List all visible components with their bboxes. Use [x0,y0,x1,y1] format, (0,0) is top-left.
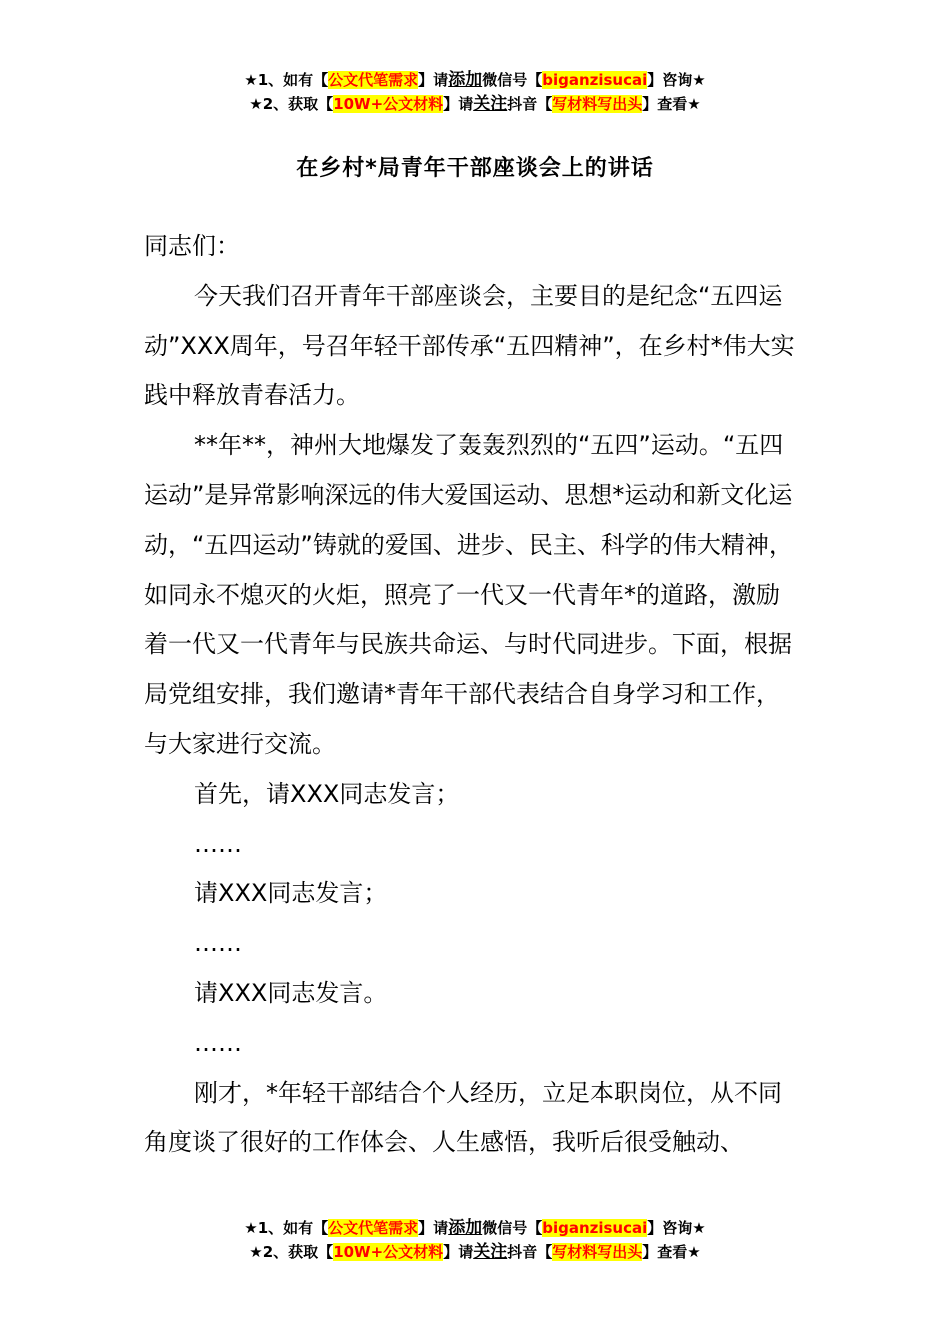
promo-text: 】咨询★ [647,1219,706,1237]
promo-text: 抖音【 [507,1243,553,1261]
promo-text: 抖音【 [507,95,553,113]
promo-underline: 添加 [448,70,483,90]
promo-text: ★1、如有【 [244,1219,329,1237]
body-paragraph: 今天我们召开青年干部座谈会，主要目的是纪念“五四运动”XXX周年，号召年轻干部传承“五四精神”，在乡村*伟大实践中释放青春活力。 [144,281,795,410]
promo-highlight-wechat: biganzisucai [542,1219,648,1237]
body-paragraph: 刚才，*年轻干部结合个人经历，立足本职岗位，从不同角度谈了很好的工作体会、人生感悟，我听后很受触动、 [144,1078,782,1157]
ellipsis-line: …… [194,929,242,958]
promo-text: 】请 [443,95,474,113]
promo-highlight: 10W+公文材料 [333,1243,444,1261]
promo-text: 】查看★ [642,95,701,113]
body-paragraph: 请XXX同志发言； [194,879,388,908]
document-title: 在乡村*局青年干部座谈会上的讲话 [296,156,654,181]
promo-highlight: 10W+公文材料 [333,95,444,113]
promo-text: 】咨询★ [647,71,706,89]
promo-highlight-wechat: biganzisucai [542,71,648,89]
promo-line-1 [0,1216,950,1240]
body-paragraph: 首先，请XXX同志发言； [194,779,460,808]
promo-underline: 关注 [473,1242,508,1262]
promo-text: ★1、如有【 [244,71,329,89]
body-paragraph: **年**，神州大地爆发了轰轰烈烈的“五四”运动。“五四运动”是异常影响深远的伟大爱国运动、思想*运动和新文化运动，“五四运动”铸就的爱国、进步、民主、科学的伟大精神，如同永不熄灭的火炬，照亮了一代又一代青年*的道路，激励着一代又一代青年与民族共命运、与时代同进步。下面，根据局党组安排，我们邀请*青年干部代表结合自身学习和工作，与大家进行交流。 [144,431,793,758]
promo-text: ★2、获取【 [249,95,334,113]
promo-header [0,68,950,116]
ellipsis-line: …… [194,1028,242,1057]
promo-line-2 [0,1240,950,1264]
promo-text: 】请 [418,71,449,89]
promo-highlight-douyin: 写材料写出头 [552,1243,643,1261]
document-body [144,222,796,1168]
promo-footer [0,1216,950,1264]
promo-highlight: 公文代笔需求 [328,1219,419,1237]
ellipsis-line: …… [194,829,242,858]
promo-underline: 添加 [448,1218,483,1238]
promo-line-2 [0,92,950,116]
promo-line-1 [0,68,950,92]
promo-text: 微信号【 [482,1219,543,1237]
promo-text: 微信号【 [482,71,543,89]
promo-text: 】请 [443,1243,474,1261]
body-paragraph: 请XXX同志发言。 [194,978,388,1007]
promo-highlight: 公文代笔需求 [328,71,419,89]
promo-underline: 关注 [473,94,508,114]
promo-text: ★2、获取【 [249,1243,334,1261]
promo-text: 】查看★ [642,1243,701,1261]
salutation: 同志们： [144,232,240,260]
promo-text: 】请 [418,1219,449,1237]
promo-highlight-douyin: 写材料写出头 [552,95,643,113]
